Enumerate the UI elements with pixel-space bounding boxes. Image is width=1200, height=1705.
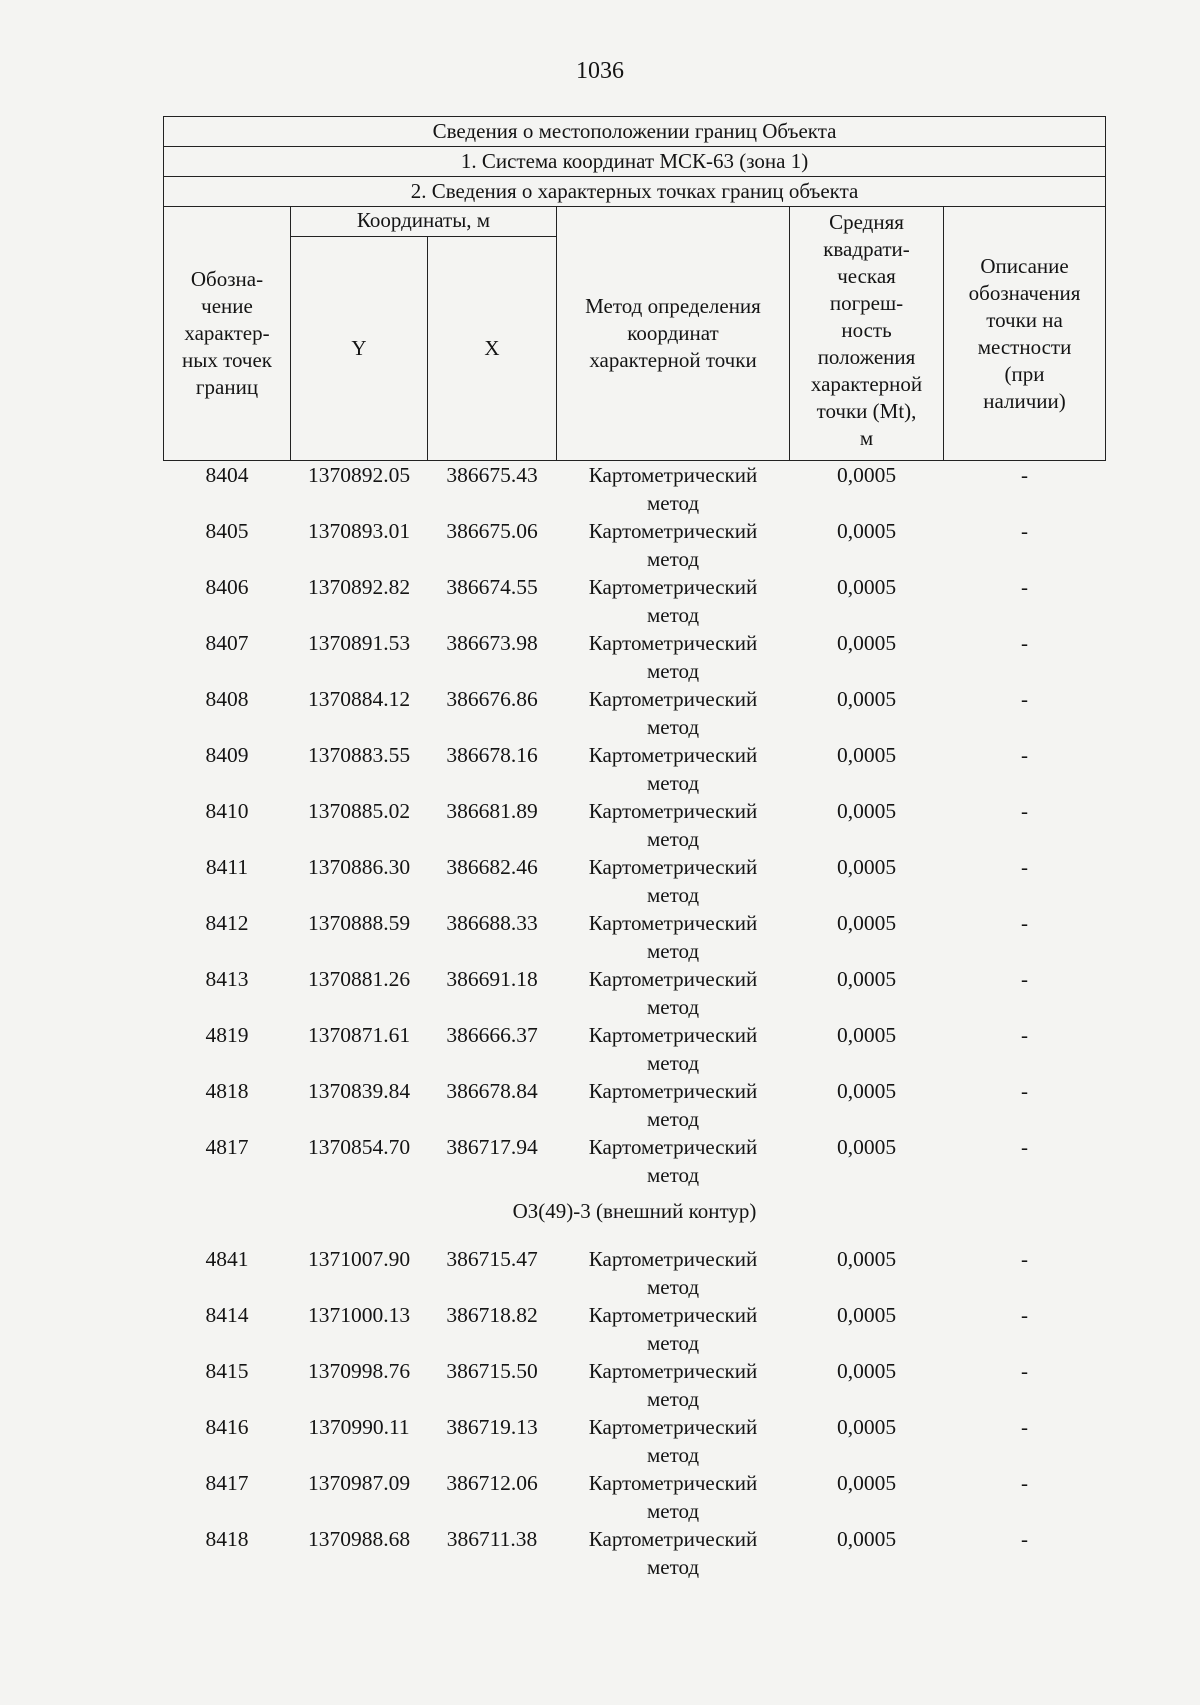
table-row (164, 1413, 1106, 1469)
table-row (164, 517, 1106, 573)
table-row (164, 1245, 1106, 1301)
method-line: Картометрический (588, 743, 758, 767)
boundary-points-table (163, 116, 1106, 1581)
coord-x-cell: 386675.43 (446, 463, 538, 487)
col-header-error-line: м (859, 426, 874, 450)
coord-x-cell: 386688.33 (446, 911, 538, 935)
col-header-method-line: Метод определения (585, 294, 761, 318)
method-line: Картометрический (588, 1135, 758, 1159)
method-line: Картометрический (588, 463, 758, 487)
point-description-cell: - (1021, 1471, 1029, 1495)
table-row (164, 1133, 1106, 1189)
coord-y-cell: 1370886.30 (307, 855, 411, 879)
col-header-error-line: Средняя (829, 210, 904, 234)
mean-square-error-cell: 0,0005 (836, 1415, 897, 1439)
point-number-cell: 4819 (205, 1023, 249, 1047)
coord-x-cell: 386674.55 (446, 575, 538, 599)
point-description-cell: - (1021, 519, 1029, 543)
method-cell (557, 965, 790, 1021)
point-description-cell: - (1021, 1359, 1029, 1383)
table-body (164, 461, 1106, 1582)
method-line: Картометрический (588, 1415, 758, 1439)
method-line: Картометрический (588, 1079, 758, 1103)
method-cell (557, 1245, 790, 1301)
method-line: метод (646, 1163, 700, 1187)
method-line: метод (646, 603, 700, 627)
point-number-cell: 8411 (205, 855, 249, 879)
col-header-error-line: точки (Mt), (816, 399, 917, 423)
coord-x-cell: 386718.82 (446, 1303, 538, 1327)
table-row (164, 1469, 1106, 1525)
method-line: Картометрический (588, 855, 758, 879)
method-line: Картометрический (588, 1247, 758, 1271)
point-number-cell: 8413 (205, 967, 249, 991)
table-row (164, 797, 1106, 853)
col-header-method (557, 207, 790, 461)
coord-y-cell: 1370839.84 (307, 1079, 411, 1103)
table-row (164, 1357, 1106, 1413)
mean-square-error-cell: 0,0005 (836, 1023, 897, 1047)
point-description-cell: - (1021, 911, 1029, 935)
method-cell (557, 1133, 790, 1189)
col-header-description-line: Описание (980, 253, 1069, 278)
coord-y-cell: 1370998.76 (307, 1359, 411, 1383)
col-header-point-line: ных точек (181, 348, 273, 372)
coord-y-cell: 1370871.61 (307, 1023, 411, 1047)
col-header-error-line: ческая (837, 264, 896, 288)
method-cell (557, 461, 790, 518)
method-cell (557, 1357, 790, 1413)
mean-square-error-cell: 0,0005 (836, 575, 897, 599)
col-header-description-line: (при (1004, 361, 1045, 386)
point-number-cell: 4817 (205, 1135, 249, 1159)
coord-y-cell: 1370892.82 (307, 575, 411, 599)
point-number-cell: 8409 (205, 743, 249, 767)
point-description-cell: - (1021, 743, 1029, 767)
point-number-cell: 8418 (205, 1527, 249, 1551)
mean-square-error-cell: 0,0005 (836, 519, 897, 543)
col-header-method-line: координат (627, 321, 719, 345)
method-line: Картометрический (588, 1023, 758, 1047)
method-cell (557, 517, 790, 573)
point-number-cell: 8416 (205, 1415, 249, 1439)
method-line: метод (646, 1275, 700, 1299)
col-header-point (164, 207, 291, 461)
mean-square-error-cell: 0,0005 (836, 967, 897, 991)
mean-square-error-cell: 0,0005 (836, 799, 897, 823)
point-description-cell: - (1021, 1527, 1029, 1551)
table-row (164, 573, 1106, 629)
table-row (164, 965, 1106, 1021)
section-row (164, 1189, 1106, 1245)
method-line: Картометрический (588, 911, 758, 935)
coord-y-cell: 1371007.90 (307, 1247, 411, 1271)
table-row (164, 629, 1106, 685)
coord-y-cell: 1370883.55 (307, 743, 411, 767)
point-description-cell: - (1021, 967, 1029, 991)
mean-square-error-cell: 0,0005 (836, 1079, 897, 1103)
coord-y-cell: 1370990.11 (308, 1415, 410, 1439)
method-line: метод (646, 939, 700, 963)
col-header-error-line: положения (817, 345, 916, 369)
point-number-cell: 8404 (205, 463, 249, 487)
method-cell (557, 1301, 790, 1357)
coord-x-cell: 386678.16 (446, 743, 538, 767)
coord-y-cell: 1370884.12 (307, 687, 411, 711)
col-header-y: Y (291, 237, 428, 461)
col-header-error-line: ность (841, 318, 892, 342)
point-description-cell: - (1021, 1079, 1029, 1103)
mean-square-error-cell: 0,0005 (836, 1247, 897, 1271)
coord-y-cell: 1370988.68 (307, 1527, 411, 1551)
table-row (164, 685, 1106, 741)
mean-square-error-cell: 0,0005 (836, 631, 897, 655)
col-header-point-line: Обозна- (190, 267, 264, 291)
coord-x-cell: 386682.46 (446, 855, 538, 879)
method-line: метод (646, 659, 700, 683)
method-line: метод (646, 491, 700, 515)
coord-y-cell: 1370891.53 (307, 631, 411, 655)
coord-x-cell: 386666.37 (446, 1023, 538, 1047)
coord-y-cell: 1370881.26 (307, 967, 411, 991)
page-number: 1036 (576, 58, 624, 84)
coordinate-system: 1. Система координат МСК-63 (зона 1) (164, 147, 1106, 177)
point-number-cell: 8405 (205, 519, 249, 543)
col-header-error-line: квадрати- (823, 237, 910, 261)
method-line: метод (646, 883, 700, 907)
table-row (164, 909, 1106, 965)
method-line: Картометрический (588, 519, 758, 543)
method-cell (557, 741, 790, 797)
method-cell (557, 573, 790, 629)
method-line: метод (646, 1499, 700, 1523)
col-header-description-line: местности (977, 334, 1072, 359)
mean-square-error-cell: 0,0005 (836, 687, 897, 711)
coord-x-cell: 386719.13 (446, 1415, 538, 1439)
point-number-cell: 8406 (205, 575, 249, 599)
mean-square-error-cell: 0,0005 (836, 1135, 897, 1159)
col-header-coordinates: Координаты, м (291, 207, 557, 237)
method-line: Картометрический (588, 1303, 758, 1327)
point-number-cell: 8410 (205, 799, 249, 823)
coord-y-cell: 1370987.09 (307, 1471, 411, 1495)
method-line: Картометрический (588, 799, 758, 823)
mean-square-error-cell: 0,0005 (836, 463, 897, 487)
point-description-cell: - (1021, 575, 1029, 599)
col-header-description-line: обозначения (968, 280, 1081, 305)
coord-x-cell: 386691.18 (446, 967, 538, 991)
table-row (164, 853, 1106, 909)
table-row (164, 461, 1106, 518)
col-header-point-line: характер- (184, 321, 270, 345)
table-header (164, 117, 1106, 461)
point-description-cell: - (1021, 1023, 1029, 1047)
col-header-method-line: характерной точки (589, 348, 757, 372)
coord-x-cell: 386711.38 (446, 1527, 538, 1551)
col-header-description-line: наличии) (983, 388, 1066, 413)
method-line: метод (646, 1331, 700, 1355)
mean-square-error-cell: 0,0005 (836, 1303, 897, 1327)
point-description-cell: - (1021, 463, 1029, 487)
method-line: Картометрический (588, 1527, 758, 1551)
method-line: Картометрический (588, 631, 758, 655)
method-line: метод (646, 1443, 700, 1467)
col-header-x: X (428, 237, 557, 461)
point-description-cell: - (1021, 687, 1029, 711)
mean-square-error-cell: 0,0005 (836, 1527, 897, 1551)
coord-x-cell: 386715.47 (446, 1247, 538, 1271)
method-cell (557, 685, 790, 741)
point-number-cell: 8408 (205, 687, 249, 711)
method-line: Картометрический (588, 1471, 758, 1495)
point-number-cell: 8415 (205, 1359, 249, 1383)
point-number-cell: 4841 (205, 1247, 249, 1271)
mean-square-error-cell: 0,0005 (836, 1359, 897, 1383)
table-row (164, 1021, 1106, 1077)
coord-x-cell: 386712.06 (446, 1471, 538, 1495)
point-description-cell: - (1021, 1415, 1029, 1439)
coord-y-cell: 1370893.01 (307, 519, 411, 543)
point-number-cell: 4818 (205, 1079, 249, 1103)
point-number-cell: 8407 (205, 631, 249, 655)
method-line: метод (646, 995, 700, 1019)
table-row (164, 1525, 1106, 1581)
point-description-cell: - (1021, 855, 1029, 879)
method-line: метод (646, 1555, 700, 1579)
coord-y-cell: 1370854.70 (307, 1135, 411, 1159)
table-title: Сведения о местоположении границ Объекта (164, 117, 1106, 147)
method-cell (557, 1525, 790, 1581)
method-line: метод (646, 771, 700, 795)
method-cell (557, 909, 790, 965)
method-line: Картометрический (588, 687, 758, 711)
point-number-cell: 8412 (205, 911, 249, 935)
coord-x-cell: 386676.86 (446, 687, 538, 711)
point-description-cell: - (1021, 631, 1029, 655)
mean-square-error-cell: 0,0005 (836, 911, 897, 935)
method-cell (557, 797, 790, 853)
method-cell (557, 1413, 790, 1469)
method-line: метод (646, 1387, 700, 1411)
method-line: метод (646, 827, 700, 851)
point-number-cell: 8414 (205, 1303, 249, 1327)
coord-y-cell: 1370892.05 (307, 463, 411, 487)
table-row (164, 1077, 1106, 1133)
method-line: Картометрический (588, 1359, 758, 1383)
method-cell (557, 1077, 790, 1133)
method-line: Картометрический (588, 967, 758, 991)
col-header-point-line: чение (201, 294, 253, 318)
coord-x-cell: 386715.50 (446, 1359, 538, 1383)
mean-square-error-cell: 0,0005 (836, 855, 897, 879)
table-row (164, 1301, 1106, 1357)
coord-x-cell: 386681.89 (446, 799, 538, 823)
mean-square-error-cell: 0,0005 (836, 1471, 897, 1495)
method-cell (557, 629, 790, 685)
col-header-description-line: точки на (986, 307, 1063, 332)
col-header-description (944, 207, 1106, 461)
coord-x-cell: 386673.98 (446, 631, 538, 655)
method-line: метод (646, 1107, 700, 1131)
table-row (164, 741, 1106, 797)
mean-square-error-cell: 0,0005 (836, 743, 897, 767)
method-line: метод (646, 715, 700, 739)
col-header-error (790, 207, 944, 461)
point-description-cell: - (1021, 1303, 1029, 1327)
point-description-cell: - (1021, 799, 1029, 823)
coord-x-cell: 386717.94 (446, 1135, 538, 1159)
method-cell (557, 1469, 790, 1525)
coord-y-cell: 1370885.02 (307, 799, 411, 823)
coord-x-cell: 386675.06 (446, 519, 538, 543)
method-line: Картометрический (588, 575, 758, 599)
col-header-error-line: характерной (810, 372, 923, 396)
section-label: ОЗ(49)-3 (внешний контур) (512, 1199, 757, 1223)
method-cell (557, 1021, 790, 1077)
coord-x-cell: 386678.84 (446, 1079, 538, 1103)
col-header-error-line: погреш- (829, 291, 904, 315)
points-section-title: 2. Сведения о характерных точках границ объекта (164, 177, 1106, 207)
col-header-point-line: границ (195, 375, 259, 399)
point-description-cell: - (1021, 1135, 1029, 1159)
coord-y-cell: 1370888.59 (307, 911, 411, 935)
method-cell (557, 853, 790, 909)
point-description-cell: - (1021, 1247, 1029, 1271)
method-line: метод (646, 1051, 700, 1075)
point-number-cell: 8417 (205, 1471, 249, 1495)
method-line: метод (646, 547, 700, 571)
coord-y-cell: 1371000.13 (307, 1303, 411, 1327)
